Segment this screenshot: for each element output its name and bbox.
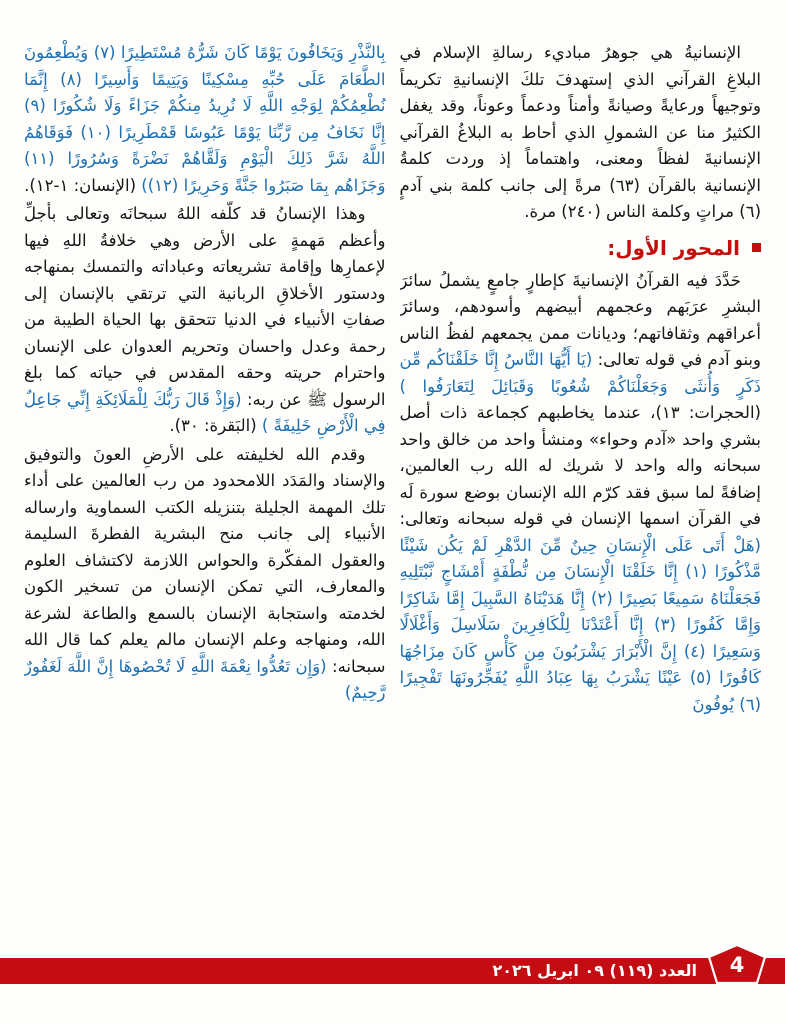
- page-number: 4: [729, 953, 745, 977]
- issue-date-label: العدد (١١٩) ٠٩ ابريل ٢٠٢٦: [492, 961, 697, 980]
- pentagon-badge-icon: [707, 944, 767, 984]
- intro-text: الإنسانيةُ هي جوهرُ مباديء رسالةِ الإسلام في البلاغِ القرآني الذي إستهدفَ تلكَ الإنسانيةِ تكريماً وتوجيهاً ورعايةً وصيانةً وأمناً ودعماً وعوناً، وقد يغفل الكثيرُ منا عن الشمولِ الذي أحاط به البلاغُ القرآني الإنسانيةَ لفظاً ومعنى، واهتماماً إذ وردت كلمةُ الإنسانية بالقرآن (٦٣) مرةً إلى جانب كلمة بني آدمٍ (٦) مراتٍ وكلمة الناس (٢٤٠) مرة.: [399, 43, 761, 221]
- axis-middle-text: (الحجرات: ١٣)، عندما يخاطبهم كجماعة ذات أصل بشري واحد «آدم وحواء» ومنشأ واحد من خالق واحد سبحانه واله واحد لا شريك له الله رب العالمين، إضافةً لما سبق فقد كرّم الله الإنسان بوضع سورة لَه في القرآن اسمها الإنسان في قوله سبحانه وتعالى:: [399, 403, 761, 528]
- quran-verse-hujurat: (يَا أَيُّهَا النَّاسُ إِنَّا خَلَقْنَاكُم مِّن ذَكَرٍ وَأُنثَى وَجَعَلْنَاكُمْ شُعُوبًا وَقَبَائِلَ لِتَعَارَفُوا ): [399, 350, 761, 396]
- column-left: [24, 40, 386, 955]
- section-heading: [400, 235, 762, 261]
- paragraph-intro: [400, 40, 762, 226]
- section-heading-label: المحور الأول:: [607, 235, 740, 260]
- paragraph-verse-continuation: [24, 40, 386, 199]
- quran-verse-insan-part1: (هَلْ أَتَى عَلَى الْإِنسَانِ حِينٌ مِّنَ الدَّهْرِ لَمْ يَكُن شَيْئًا مَّذْكُورًا (١) إِنَّا خَلَقْنَا الْإِنسَانَ مِن نُّطْفَةٍ أَمْشَاجٍ نَّبْتَلِيهِ فَجَعَلْنَاهُ سَمِيعًا بَصِيرًا (٢) إِنَّا هَدَيْنَاهُ السَّبِيلَ إِمَّا شَاكِرًا وَإِمَّا كَفُورًا (٣) إِنَّا أَعْتَدْنَا لِلْكَافِرِينَ سَلَاسِلَ وَأَغْلَالًا وَسَعِيرًا (٤) إِنَّ الْأَبْرَارَ يَشْرَبُونَ مِن كَأْسٍ كَانَ مِزَاجُهَا كَافُورًا (٥) عَيْنًا يَشْرَبُ بِهَا عِبَادُ اللَّهِ يُفَجِّرُونَهَا تَفْجِيرًا (٦) يُوفُونَ: [399, 535, 761, 714]
- paragraph-support: [24, 442, 386, 707]
- article-columns: [24, 40, 761, 955]
- verse-reference-insan: (الإنسان: ١-١٢).: [24, 175, 137, 195]
- paragraph-khalifa: [24, 201, 386, 440]
- quran-verse-baqarah: (وَإِذْ قَالَ رَبُّكَ لِلْمَلَائِكَةِ إِنِّي جَاعِلٌ فِي الْأَرْضِ خَلِيفَةً ): [24, 389, 386, 435]
- square-bullet-icon: [752, 243, 761, 252]
- quran-verse-ibrahim: (وَإِن تَعُدُّوا نِعْمَةَ اللَّهِ لَا تُحْصُوهَا إِنَّ اللَّهَ لَغَفُورٌ رَّحِيمٌ): [24, 656, 386, 702]
- verse-reference-baqarah: (البَقرة: ٣٠).: [169, 416, 257, 435]
- column-right: [400, 40, 762, 955]
- paragraph-axis-one: [400, 268, 762, 719]
- khalifa-text: وهذا الإنسانُ قد كلّفه اللهُ سبحانَه وتعالى بأجلِّ وأعظم مَهمةٍ على الأرض وهي خلافةُ اللهِ فيها لإعمارِها وإقامة تشريعاته وعباداته والتمسك بمنهاجه ودستور الأخلاقِ الربانية التي ترتقي بالإنسان إلى صفاتِ الأنبياء في الدنيا تتحقق بها الحياة الطيبة من رحمة وعدل واحسان وتحريم العدوان على الإنسان واحترام حريته وحقه المقدس في حياته كما بلغ الرسول ﷺ عن ربه:: [24, 204, 386, 409]
- support-text: وقدم الله لخليفته على الأرضِ العونَ والتوفيق والإسناد والمَدَد اللامحدود من رب العالمين على أداء تلك المهمة الجليلة بتنزيله الكتب السماوية وارساله الأنبياء إلى جانب منح البشرية الفطرةَ السليمة والعقول المفكّرة والحواس اللازمة لاكتشاف العلوم والمعارف، التي تمكن الإنسان من تسخير الكون لخدمته واستجابة الإنسان بالسمع والطاعة لشرعة الله، ومنهاجه وعلم الإنسان مالم يعلم كما قال الله سبحانه:: [24, 444, 386, 676]
- axis-intro-text: حَدَّدَ فيه القرآنُ الإنسانيةَ كإطارٍ جامعٍ يشملُ سائرَ البشرِ عرَبَهم وعجمهم أبيضهم وأسودهم، وسائرَ أعراقهم وثقافاتهم؛ وديانات ممن يجمعهم لفظُ الناس وبنو آدم في قوله تعالى:: [399, 270, 761, 369]
- quran-verse-insan-part2: بِالنَّذْرِ وَيَخَافُونَ يَوْمًا كَانَ شَرُّهُ مُسْتَطِيرًا (٧) وَيُطْعِمُونَ الطَّعَامَ عَلَى حُبِّهِ مِسْكِينًا وَيَتِيمًا وَأَسِيرًا (٨) إِنَّمَا نُطْعِمُكُمْ لِوَجْهِ اللَّهِ لَا نُرِيدُ مِنكُمْ جَزَاءً وَلَا شُكُورًا (٩) إِنَّا نَخَافُ مِن رَّبِّنَا يَوْمًا عَبُوسًا قَمْطَرِيرًا (١٠) فَوَقَاهُمُ اللَّهُ شَرَّ ذَلِكَ الْيَوْمِ وَلَقَّاهُمْ نَضْرَةً وَسُرُورًا (١١) وَجَزَاهُم بِمَا صَبَرُوا جَنَّةً وَحَرِيرًا (١٢)): [24, 43, 386, 195]
- page-number-badge: [707, 944, 767, 984]
